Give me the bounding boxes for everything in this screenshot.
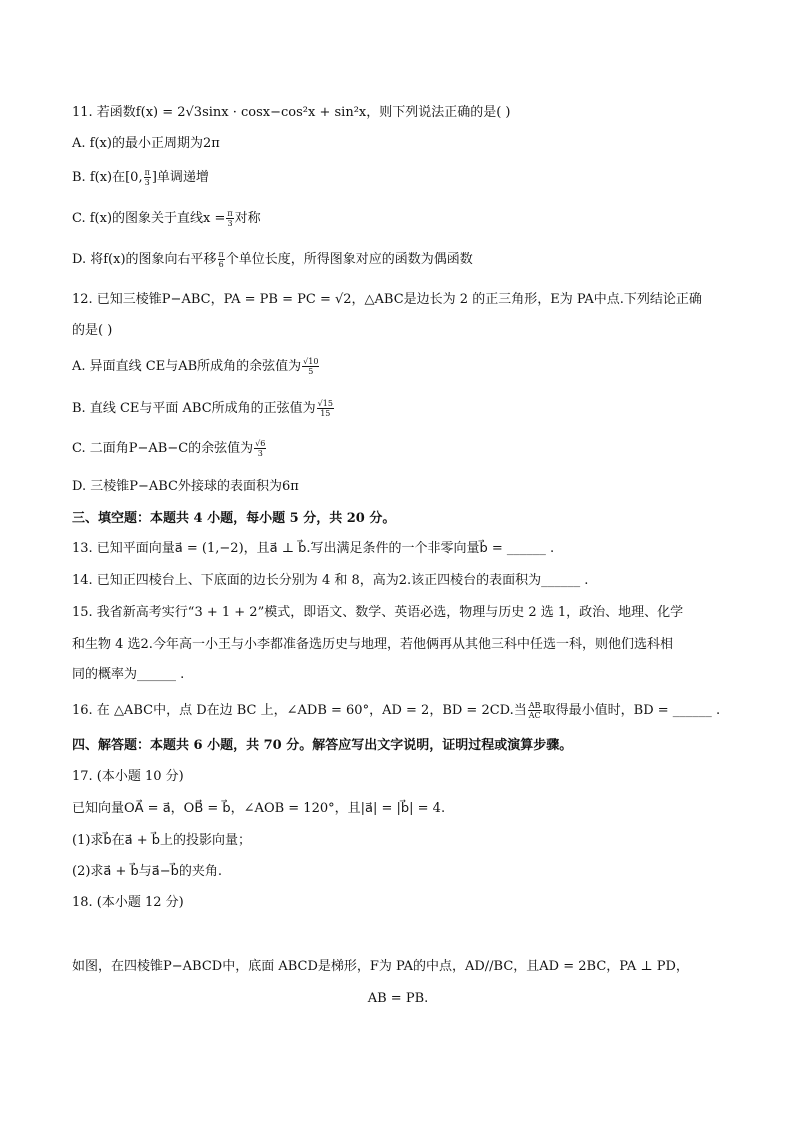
fraction-denominator: 6	[218, 260, 224, 269]
q11-c-post: 对称	[234, 211, 261, 226]
fraction-denominator: 5	[308, 367, 314, 376]
fraction	[226, 209, 233, 228]
fraction	[254, 439, 266, 458]
q12-option-a	[72, 357, 724, 376]
q15-line3: 同的概率为______ .	[72, 667, 185, 682]
q11-option-d	[72, 250, 724, 269]
q13-text: 13. 已知平面向量a⃗ = (1,−2)，且a⃗ ⊥ b⃗.写出满足条件的一个非零向量b⃗ = ______ .	[72, 541, 555, 556]
fraction-numerator: π	[144, 168, 150, 177]
fraction-denominator: AC	[528, 711, 541, 720]
fraction	[218, 250, 225, 269]
fraction-denominator: 3	[257, 449, 263, 458]
q12-stem-line1: 12. 已知三棱锥P−ABC，PA = PB = PC = √2，△ABC是边长为 2 的正三角形，E为 PA中点.下列结论正确	[72, 292, 702, 307]
q16-post: 取得最小值时，BD = ______ .	[542, 703, 721, 718]
q12-option-b	[72, 399, 724, 418]
q17-part2: (2)求a⃗ + b⃗与a⃗−b⃗的夹角.	[72, 864, 223, 879]
q16-text	[72, 701, 724, 720]
q11-stem: 11. 若函数f(x) = 2√3sinx · cosx−cos²x + sin²x，则下列说法正确的是( )	[72, 105, 511, 120]
q15-line2: 和生物 4 选2.今年高一小王与小李都准备选历史与地理，若他俩再从其他三科中任选一科，则他们选科相	[72, 637, 673, 652]
fraction-numerator: π	[227, 209, 233, 218]
q11-option-a: A. f(x)的最小正周期为2π	[72, 136, 220, 151]
fraction-numerator: AB	[528, 701, 541, 710]
fraction-denominator: 3	[227, 219, 233, 228]
q11-d-post: 个单位长度，所得图象对应的函数为偶函数	[225, 252, 473, 267]
fraction-numerator: √10	[303, 357, 319, 366]
q11-b-pre: B. f(x)在[0,	[72, 170, 143, 185]
q15-line1: 15. 我省新高考实行“3 + 1 + 2”模式，即语文、数学、英语必选，物理与历史 2 选 1，政治、地理、化学	[72, 605, 684, 620]
fraction-numerator: √6	[255, 439, 266, 448]
fraction	[144, 168, 151, 187]
fraction	[317, 399, 334, 418]
q11-option-b	[72, 168, 724, 187]
q12-option-c	[72, 439, 724, 458]
q11-d-pre: D. 将f(x)的图象向右平移	[72, 252, 217, 267]
fraction	[528, 701, 542, 720]
q11-option-c	[72, 209, 724, 228]
q16-pre: 16. 在 △ABC中，点 D在边 BC 上，∠ADB = 60°，AD = 2，BD = 2CD.当	[72, 703, 527, 718]
q12-option-d: D. 三棱锥P−ABC外接球的表面积为6π	[72, 479, 299, 494]
fraction-denominator: 3	[144, 178, 150, 187]
q12-stem-line2: 的是( )	[72, 323, 113, 338]
section-heading-solutions: 四、解答题：本题共 6 小题，共 70 分。解答应写出文字说明，证明过程或演算步骤。	[72, 738, 573, 753]
q17-heading: 17. (本小题 10 分)	[72, 769, 184, 784]
fraction-numerator: √15	[317, 399, 333, 408]
fraction-denominator: 15	[320, 409, 331, 418]
q12-b-pre: B. 直线 CE与平面 ABC所成角的正弦值为	[72, 401, 316, 416]
section-heading-fill-in: 三、填空题：本题共 4 小题，每小题 5 分，共 20 分。	[72, 511, 396, 526]
q11-b-post: ]单调递增	[151, 170, 209, 185]
fraction-numerator: π	[218, 250, 224, 259]
q12-c-pre: C. 二面角P−AB−C的余弦值为	[72, 441, 254, 456]
q17-given: 已知向量OA⃗ = a⃗，OB⃗ = b⃗，∠AOB = 120°，且|a⃗| = |b⃗| = 4.	[72, 801, 446, 816]
q14-text: 14. 已知正四棱台上、下底面的边长分别为 4 和 8，高为2.该正四棱台的表面积为______ .	[72, 573, 589, 588]
q18-heading: 18. (本小题 12 分)	[72, 895, 184, 910]
fraction	[302, 357, 319, 376]
q17-part1: (1)求b⃗在a⃗ + b⃗上的投影向量；	[72, 833, 252, 848]
q18-line2: AB = PB.	[367, 991, 429, 1006]
q12-a-pre: A. 异面直线 CE与AB所成角的余弦值为	[72, 359, 302, 374]
q18-line1: 如图，在四棱锥P−ABCD中，底面 ABCD是梯形，F为 PA的中点，AD//BC，且AD = 2BC，PA ⊥ PD，	[72, 959, 689, 974]
q11-c-pre: C. f(x)的图象关于直线x =	[72, 211, 226, 226]
